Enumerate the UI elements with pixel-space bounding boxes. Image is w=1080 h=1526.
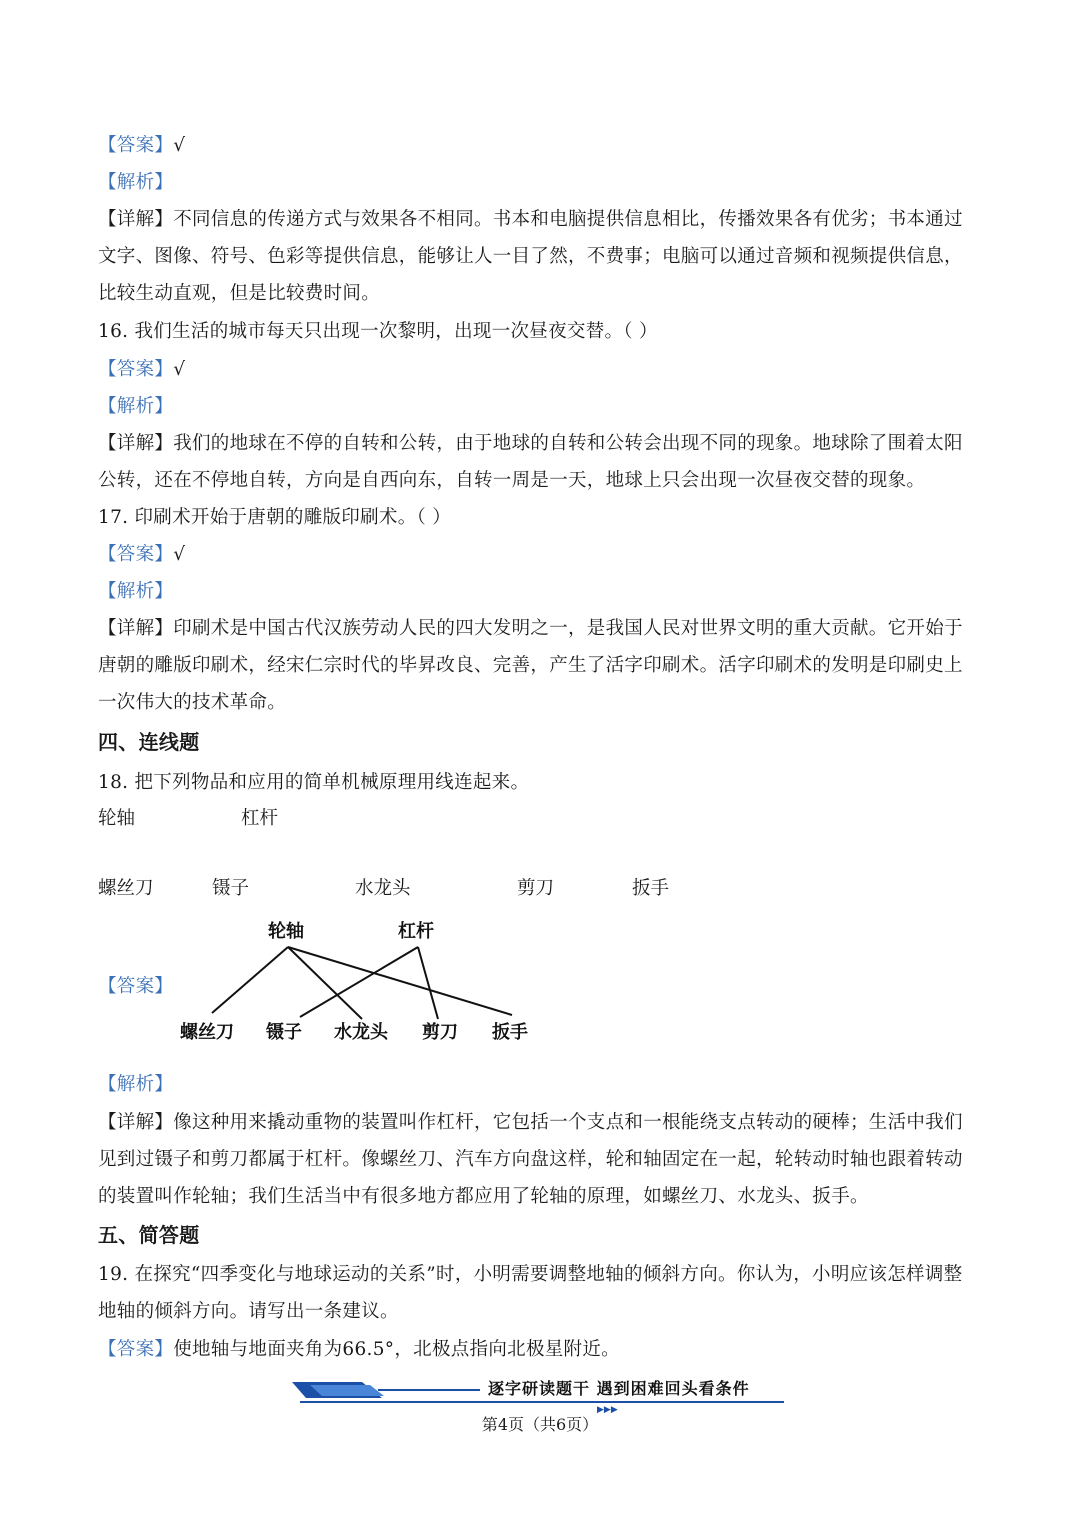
- q18-detail-line-3: 的装置叫作轮轴；我们生活当中有很多地方都应用了轮轴的原理，如螺丝刀、水龙头、扳手。: [98, 1186, 869, 1207]
- item-screwdriver: 螺丝刀: [98, 878, 154, 899]
- q16-detail-line-1: [98, 431, 988, 457]
- q17-detail-line-3: 一次伟大的技术革命。: [98, 692, 287, 713]
- banner-arrows-icon: ▶▶▶: [597, 1405, 618, 1414]
- answer-text: √: [173, 135, 186, 156]
- footer-banner-text: 逐字研读题干 遇到困难回头看条件: [488, 1379, 750, 1398]
- page-number: 第4页（共6页）: [481, 1415, 599, 1434]
- q17-analysis-line: [98, 579, 988, 605]
- q15-answer-line: [98, 133, 988, 159]
- section-4-title: 四、连线题: [98, 730, 200, 754]
- answer-tag: 【答案】: [98, 976, 174, 997]
- q17-detail-line-2: 唐朝的雕版印刷术，经宋仁宗时代的毕昇改良、完善，产生了活字印刷术。活字印刷术的发明是印刷史上: [98, 655, 963, 676]
- diagram-item-scissors: 剪刀: [422, 1022, 458, 1043]
- item-scissors: 剪刀: [517, 878, 555, 899]
- q17-question: 17. 印刷术开始于唐朝的雕版印刷术。（ ）: [98, 507, 452, 528]
- principle-lever: 杠杆: [241, 808, 279, 829]
- diagram-principle-lever: 杠杆: [398, 921, 434, 942]
- diagram-item-tweezers: 镊子: [266, 1022, 302, 1043]
- q17-detail-line-1: [98, 616, 988, 642]
- q16-analysis-line: [98, 394, 988, 420]
- q19-question-line-1: 19. 在探究“四季变化与地球运动的关系”时，小明需要调整地轴的倾斜方向。你认为，小明应该怎样调整: [98, 1264, 963, 1285]
- principle-wheel-axle: 轮轴: [98, 808, 136, 829]
- answer-tag: 【答案】: [98, 135, 174, 156]
- answer-tag: 【答案】: [98, 359, 174, 380]
- detail-text: 印刷术是中国古代汉族劳动人民的四大发明之一，是我国人民对世界文明的重大贡献。它开始于: [173, 618, 963, 639]
- q16-detail-line-2: 公转，还在不停地自转，方向是自西向东，自转一周是一天，地球上只会出现一次昼夜交替的现象。: [98, 470, 926, 491]
- q18-analysis-line: [98, 1072, 988, 1098]
- banner-stripe-light: [310, 1385, 384, 1396]
- diagram-item-faucet: 水龙头: [334, 1022, 388, 1043]
- item-tweezers: 镊子: [212, 878, 250, 899]
- analysis-tag: 【解析】: [98, 1074, 174, 1095]
- q17-answer-line: [98, 542, 988, 568]
- detail-text: 我们的地球在不停的自转和公转，由于地球的自转和公转会出现不同的现象。地球除了围着太阳: [173, 433, 963, 454]
- q19-answer-line: [98, 1337, 988, 1363]
- diagram-principle-wheel-axle: 轮轴: [268, 921, 304, 942]
- analysis-tag: 【解析】: [98, 172, 174, 193]
- detail-tag: 【详解】: [98, 1112, 174, 1133]
- q15-detail-line-2: 文字、图像、符号、色彩等提供信息，能够让人一目了然，不费事；电脑可以通过音频和视频提供信息，: [98, 246, 963, 267]
- answer-text: √: [173, 544, 186, 565]
- detail-tag: 【详解】: [98, 209, 174, 230]
- q15-detail-line-3: 比较生动直观，但是比较费时间。: [98, 283, 381, 304]
- detail-tag: 【详解】: [98, 433, 174, 454]
- answer-tag: 【答案】: [98, 544, 174, 565]
- item-faucet: 水龙头: [355, 878, 411, 899]
- q18-detail-line-1: [98, 1110, 988, 1136]
- analysis-tag: 【解析】: [98, 396, 174, 417]
- q19-question-line-2: 地轴的倾斜方向。请写出一条建议。: [98, 1301, 399, 1322]
- answer-tag: 【答案】: [98, 1339, 174, 1360]
- detail-text: 不同信息的传递方式与效果各不相同。书本和电脑提供信息相比，传播效果各有优劣；书本通过: [173, 209, 963, 230]
- item-wrench: 扳手: [632, 878, 670, 899]
- line-wheel-axle-to-screwdriver: [212, 947, 288, 1013]
- q18-detail-line-2: 见到过镊子和剪刀都属于杠杆。像螺丝刀、汽车方向盘这样，轮和轴固定在一起，轮转动时轴也跟着转动: [98, 1149, 963, 1170]
- answer-text: 使地轴与地面夹角为66.5°，北极点指向北极星附近。: [173, 1339, 620, 1360]
- detail-text: 像这种用来撬动重物的装置叫作杠杆，它包括一个支点和一根能绕支点转动的硬棒；生活中我们: [173, 1112, 963, 1133]
- section-5-title: 五、简答题: [98, 1223, 200, 1247]
- q15-analysis-line: [98, 170, 988, 196]
- matching-answer-diagram: [170, 915, 550, 1050]
- answer-text: √: [173, 359, 186, 380]
- q15-detail-line-1: [98, 207, 988, 233]
- diagram-item-wrench: 扳手: [492, 1022, 528, 1043]
- q18-question: 18. 把下列物品和应用的简单机械原理用线连起来。: [98, 772, 530, 793]
- analysis-tag: 【解析】: [98, 581, 174, 602]
- q16-question: 16. 我们生活的城市每天只出现一次黎明，出现一次昼夜交替。（ ）: [98, 321, 658, 342]
- line-lever-to-scissors: [418, 947, 438, 1019]
- detail-tag: 【详解】: [98, 618, 174, 639]
- q16-answer-line: [98, 357, 988, 383]
- diagram-item-screwdriver: 螺丝刀: [180, 1022, 234, 1043]
